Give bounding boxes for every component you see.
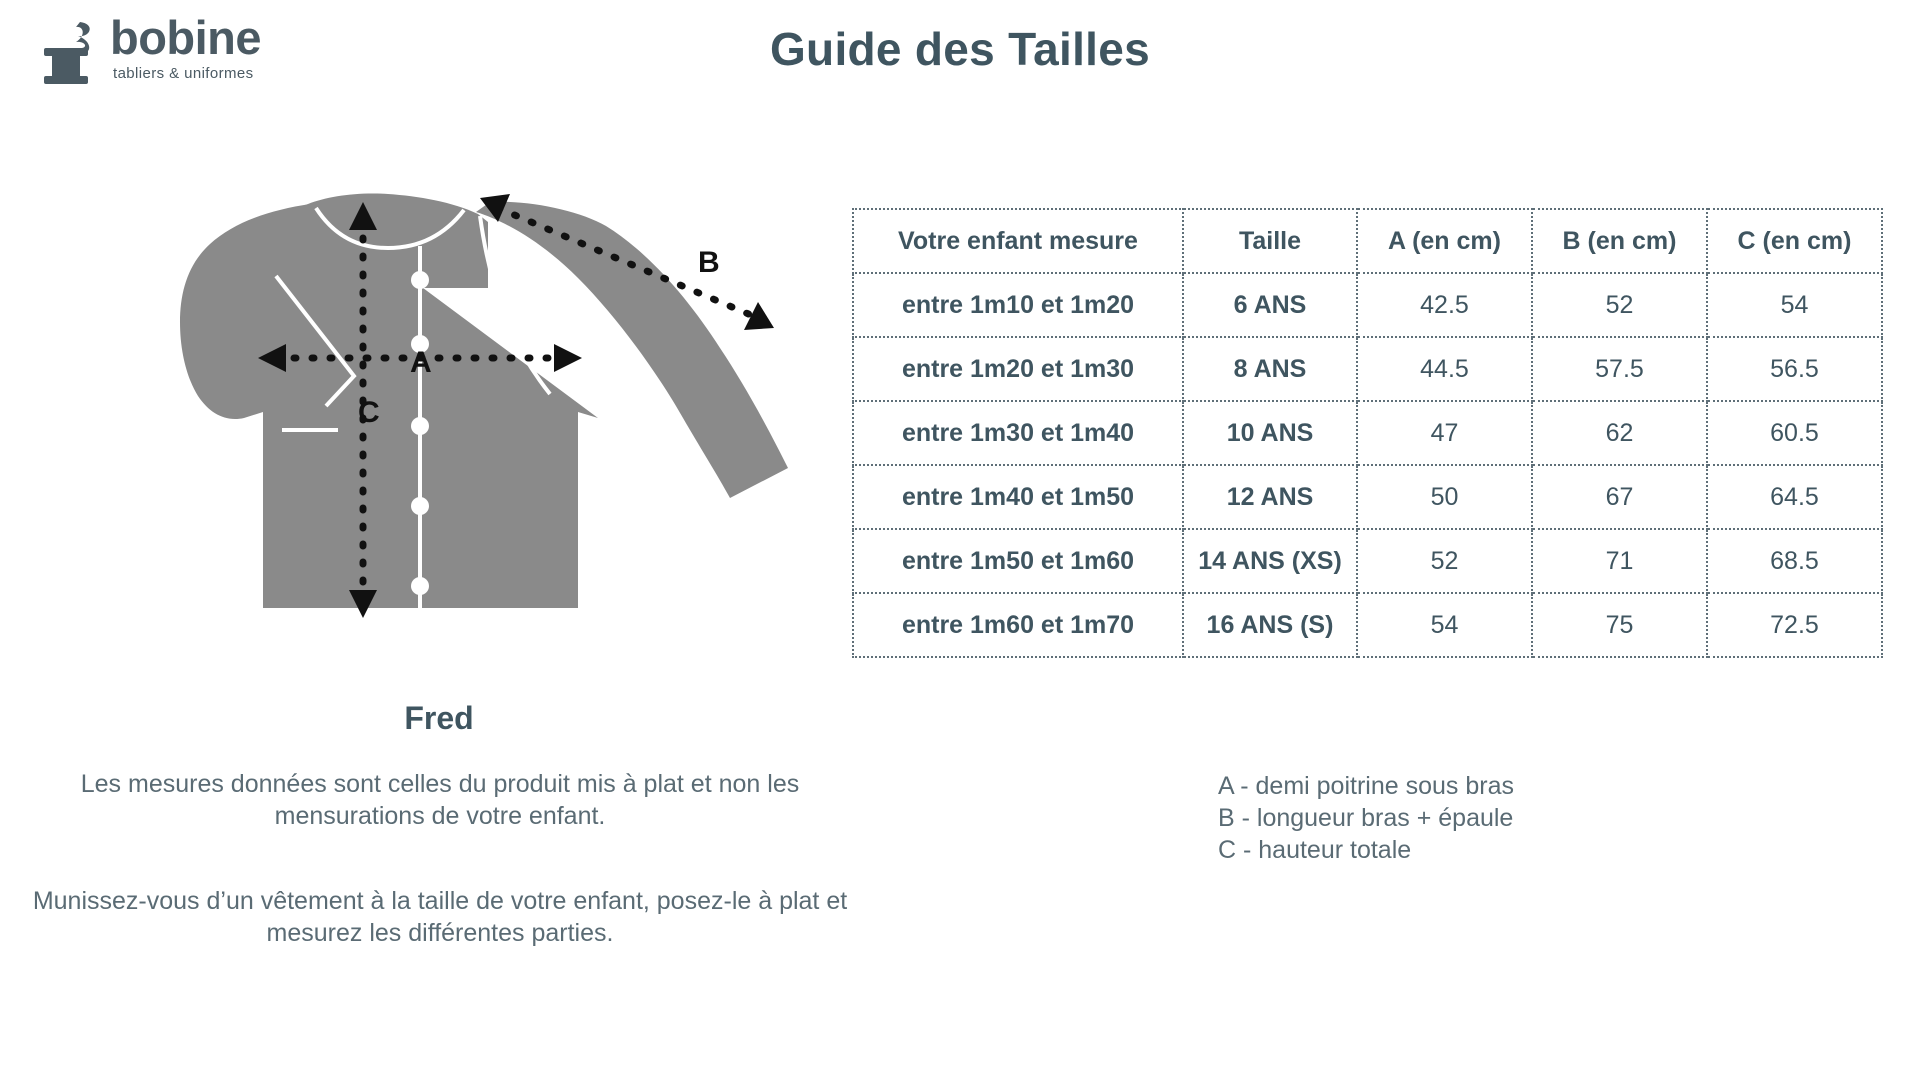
brand-tagline: tabliers & uniformes bbox=[113, 65, 254, 82]
cell-b: 75 bbox=[1532, 593, 1707, 657]
cell-size: 14 ANS (XS) bbox=[1183, 529, 1357, 593]
size-table bbox=[852, 208, 1883, 658]
product-name: Fred bbox=[404, 700, 474, 736]
table-row bbox=[853, 529, 1882, 593]
cell-a: 42.5 bbox=[1357, 273, 1532, 337]
table-row bbox=[853, 593, 1882, 657]
cell-b: 57.5 bbox=[1532, 337, 1707, 401]
table-row bbox=[853, 337, 1882, 401]
page-title: Guide des Tailles bbox=[769, 23, 1151, 75]
cell-c: 56.5 bbox=[1707, 337, 1882, 401]
cell-a: 52 bbox=[1357, 529, 1532, 593]
cell-c: 68.5 bbox=[1707, 529, 1882, 593]
cell-height: entre 1m60 et 1m70 bbox=[853, 593, 1183, 657]
table-header-size: Taille bbox=[1183, 209, 1357, 273]
cell-b: 71 bbox=[1532, 529, 1707, 593]
cell-height: entre 1m40 et 1m50 bbox=[853, 465, 1183, 529]
cell-height: entre 1m30 et 1m40 bbox=[853, 401, 1183, 465]
table-header-height: Votre enfant mesure bbox=[853, 209, 1183, 273]
table-row bbox=[853, 465, 1882, 529]
cell-a: 50 bbox=[1357, 465, 1532, 529]
marker-b-label: B bbox=[698, 246, 720, 279]
legend-item-b: B - longueur bras + épaule bbox=[1218, 804, 1514, 832]
cell-c: 64.5 bbox=[1707, 465, 1882, 529]
cell-a: 44.5 bbox=[1357, 337, 1532, 401]
measurement-legend bbox=[1218, 770, 1514, 866]
cell-c: 60.5 bbox=[1707, 401, 1882, 465]
note-paragraph-2: Munissez-vous d’un vêtement à la taille de votre enfant, posez-le à plat et mesurez les différentes parties. bbox=[32, 887, 848, 947]
garment-illustration bbox=[58, 168, 820, 668]
cell-a: 54 bbox=[1357, 593, 1532, 657]
cell-height: entre 1m20 et 1m30 bbox=[853, 337, 1183, 401]
cell-c: 54 bbox=[1707, 273, 1882, 337]
cell-b: 52 bbox=[1532, 273, 1707, 337]
marker-c-label: C bbox=[358, 396, 380, 429]
table-row bbox=[853, 273, 1882, 337]
cell-size: 12 ANS bbox=[1183, 465, 1357, 529]
cell-size: 16 ANS (S) bbox=[1183, 593, 1357, 657]
size-table-wrapper bbox=[852, 208, 1882, 658]
cell-size: 8 ANS bbox=[1183, 337, 1357, 401]
table-header-row bbox=[853, 209, 1882, 273]
cell-b: 62 bbox=[1532, 401, 1707, 465]
table-row bbox=[853, 401, 1882, 465]
cell-size: 6 ANS bbox=[1183, 273, 1357, 337]
cell-b: 67 bbox=[1532, 465, 1707, 529]
cell-a: 47 bbox=[1357, 401, 1532, 465]
legend-item-c: C - hauteur totale bbox=[1218, 836, 1412, 864]
cell-height: entre 1m10 et 1m20 bbox=[853, 273, 1183, 337]
marker-a-label: A bbox=[410, 346, 432, 379]
cell-height: entre 1m50 et 1m60 bbox=[853, 529, 1183, 593]
brand-name: bobine bbox=[110, 11, 262, 64]
legend-item-a: A - demi poitrine sous bras bbox=[1218, 772, 1514, 800]
note-paragraph-1: Les mesures données sont celles du produit mis à plat et non les mensurations de votre enfant. bbox=[80, 770, 800, 830]
table-header-a: A (en cm) bbox=[1357, 209, 1532, 273]
cell-size: 10 ANS bbox=[1183, 401, 1357, 465]
table-header-c: C (en cm) bbox=[1707, 209, 1882, 273]
table-header-b: B (en cm) bbox=[1532, 209, 1707, 273]
cell-c: 72.5 bbox=[1707, 593, 1882, 657]
